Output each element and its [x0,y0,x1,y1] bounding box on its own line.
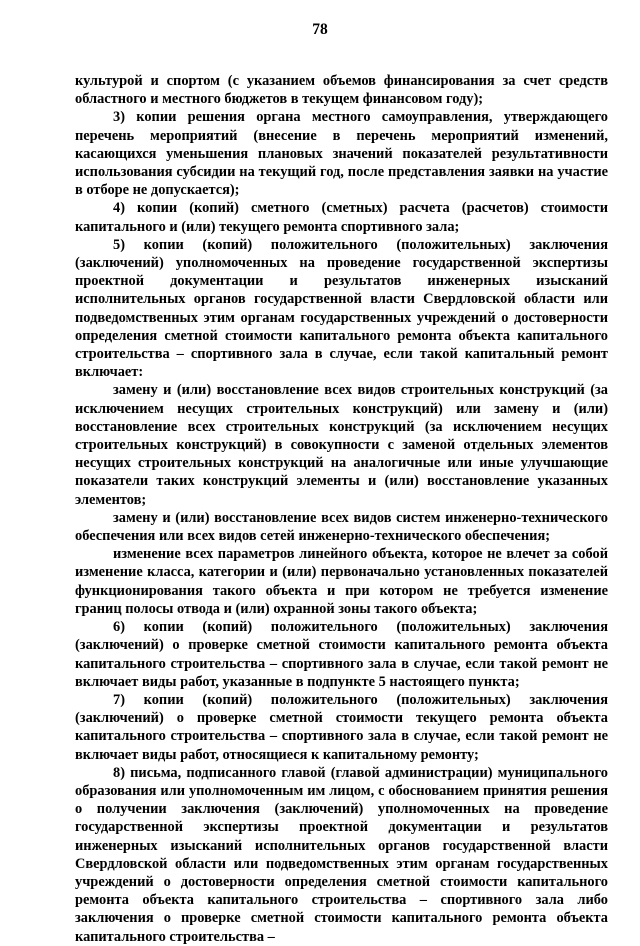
paragraph-item-5-sub-3: изменение всех параметров линейного объекта, которое не влечет за собой изменение класса, категории и (или) первоначально установленных показателей функционирования такого объекта и при котором не требуется изменение границ полосы отвода и (или) охранной зоны такого объекта; [75,546,608,617]
paragraph-continuation: культурой и спортом (с указанием объемов финансирования за счет средств областного и местного бюджетов в текущем финансовом году); [75,73,608,108]
page-number: 78 [312,21,328,38]
paragraph-item-5: 5) копии (копий) положительного (положительных) заключения (заключений) уполномоченных на проведение государственной экспертизы проектной документации и результатов инженерных изысканий исполнительных органов государственной власти Свердловской области или подведомственных этим органам государственных учреждений о достоверности определения сметной стоимости капитального ремонта объекта капитального строительства – спортивного зала в случае, если такой капитальный ремонт включает: [75,236,608,381]
paragraph-item-5-sub-1: замену и (или) восстановление всех видов строительных конструкций (за исключением несущих строительных конструкций) или замену и (или) восстановление всех строительных конструкций (за исключением несущих строительных конструкций) в совокупности с заменой отдельных элементов несущих строительных конструкций на аналогичные или иные улучшающие показатели таких конструкций элементы и (или) восстановление указанных элементов; [75,382,608,508]
paragraph-item-5-sub-2: замену и (или) восстановление всех видов систем инженерно-технического обеспечения или всех видов сетей инженерно-технического обеспечения; [75,509,608,545]
paragraph-item-6: 6) копии (копий) положительного (положительных) заключения (заключений) о проверке сметной стоимости капитального ремонта объекта капитального строительства – спортивного зала в случае, если такой ремонт не включает виды работ, указанные в подпункте 5 настоящего пункта; [75,619,608,690]
document-body [75,72,608,946]
paragraph-item-8: 8) письма, подписанного главой (главой администрации) муниципального образования или уполномоченным им лицом, с обоснованием принятия решения о получении заключения (заключений) уполномоченных на проведение государственной экспертизы проектной документации и результатов инженерных изысканий исполнительных органов государственной власти Свердловской области или подведомственных этим органам государственных учреждений о достоверности определения сметной стоимости капитального ремонта объекта капитального строительства – спортивного зала либо заключения о проверке сметной стоимости капитального ремонта объекта капитального строительства – [75,764,608,945]
paragraph-item-7: 7) копии (копий) положительного (положительных) заключения (заключений) о проверке сметной стоимости текущего ремонта объекта капитального строительства – спортивного зала в случае, если такой ремонт не включает виды работ, относящиеся к капитальному ремонту; [75,691,608,763]
paragraph-item-3: 3) копии решения органа местного самоуправления, утверждающего перечень мероприятий (внесение в перечень мероприятий изменений, касающихся уменьшения плановых значений показателей результативности использования субсидии на текущий год, после представления заявки на участие в отборе не допускается); [75,109,608,199]
paragraph-item-4: 4) копии (копий) сметного (сметных) расчета (расчетов) стоимости капитального и (или) текущего ремонта спортивного зала; [75,200,608,235]
